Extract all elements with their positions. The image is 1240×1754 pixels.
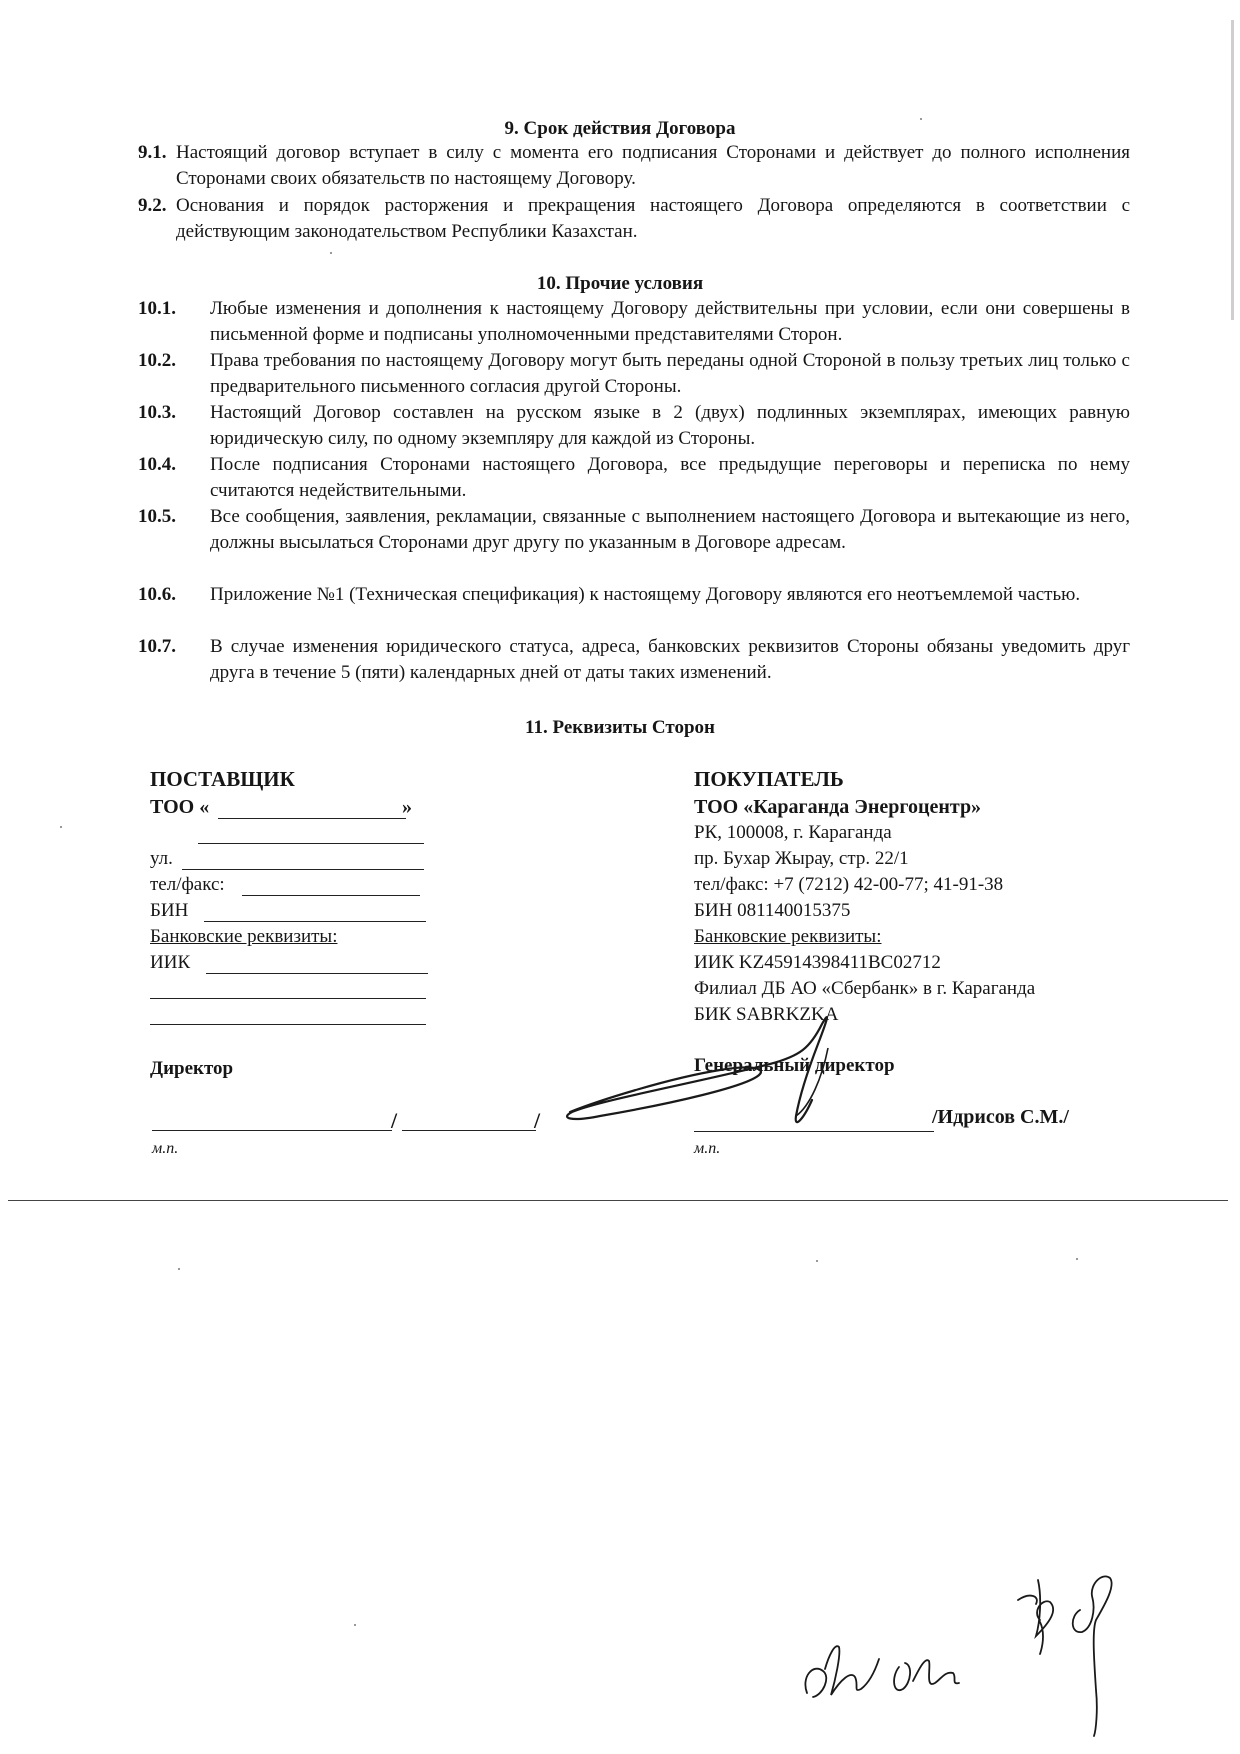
supplier-heading: ПОСТАВЩИК <box>150 767 295 791</box>
buyer-director-label: Генеральный директор <box>694 1055 895 1076</box>
supplier-signature-line <box>152 1130 392 1131</box>
clause-number: 10.1. <box>138 298 176 319</box>
supplier-street-line <box>182 869 424 870</box>
buyer-company: ТОО «Караганда Энергоцентр» <box>694 796 982 818</box>
clause-10-6 <box>138 582 1130 608</box>
supplier-slash: / <box>391 1108 398 1133</box>
clause-9-1 <box>138 140 1130 192</box>
supplier-bin-label: БИН <box>150 900 189 921</box>
supplier-company-prefix: ТОО « <box>150 796 210 818</box>
supplier-bin-line <box>204 921 426 922</box>
supplier-bank-label: Банковские реквизиты: <box>150 926 338 947</box>
scan-speck <box>1076 1258 1078 1260</box>
section-10-title: 10. Прочие условия <box>536 273 704 294</box>
buyer-phone: тел/факс: +7 (7212) 42-00-77; 41-91-38 <box>694 874 1004 895</box>
supplier-iik-label: ИИК <box>150 952 191 973</box>
supplier-phone-line <box>242 895 420 896</box>
supplier-company-line <box>218 818 406 819</box>
clause-10-2 <box>138 348 1130 400</box>
scan-speck <box>60 826 62 828</box>
clause-number: 9.1. <box>138 142 167 163</box>
clause-number: 10.6. <box>138 584 176 605</box>
supplier-name-line <box>402 1130 536 1131</box>
clause-10-7 <box>138 634 1130 686</box>
buyer-address-line-2: пр. Бухар Жырау, стр. 22/1 <box>694 848 909 869</box>
supplier-blank-line <box>150 998 426 999</box>
buyer-bank-label: Банковские реквизиты: <box>694 926 882 947</box>
supplier-blank-line <box>150 1024 426 1025</box>
clause-text: Приложение №1 (Техническая спецификация) к настоящему Договору являются его неотъемлемой частью. <box>210 584 1081 605</box>
clause-text: В случае изменения юридического статуса, адреса, банковских реквизитов Стороны обязаны уведомить друг друга в течение 5 (пяти) календарных дней от даты таких изменений. <box>210 636 1130 683</box>
scan-speck <box>178 1268 180 1270</box>
clause-9-2 <box>138 193 1130 245</box>
clause-text: Настоящий договор вступает в силу с момента его подписания Сторонами и действует до полного исполнения Сторонами своих обязательств по настоящему Договору. <box>176 142 1130 189</box>
initials-signature <box>1010 1570 1130 1740</box>
initials-signature <box>795 1585 975 1725</box>
buyer-iik: ИИК KZ45914398411BC02712 <box>694 952 941 973</box>
section-9-title: 9. Срок действия Договора <box>504 118 736 139</box>
clause-text: Настоящий Договор составлен на русском языке в 2 (двух) подлинных экземплярах, имеющих равную юридическую силу, по одному экземпляру для каждой из Стороны. <box>210 402 1130 449</box>
clause-text: Все сообщения, заявления, рекламации, связанные с выполнением настоящего Договора и вытекающие из него, должны высылаться Сторонами друг другу по указанным в Договоре адресам. <box>210 506 1130 553</box>
clause-10-5 <box>138 504 1130 556</box>
scan-speck <box>354 1624 356 1626</box>
clause-number: 10.7. <box>138 636 176 657</box>
scan-speck <box>330 252 332 254</box>
clause-number: 10.5. <box>138 506 176 527</box>
supplier-company-suffix: » <box>402 796 412 818</box>
buyer-director-name: /Идрисов С.М./ <box>932 1106 1069 1128</box>
scan-speck <box>816 1260 818 1262</box>
buyer-address-line-1: РК, 100008, г. Караганда <box>694 822 892 843</box>
supplier-phone-label: тел/факс: <box>150 874 225 895</box>
supplier-street-label: ул. <box>150 848 173 869</box>
supplier-iik-line <box>206 973 428 974</box>
clause-text: Любые изменения и дополнения к настоящему Договору действительны при условии, если они совершены в письменной форме и подписаны уполномоченными представителями Сторон. <box>210 298 1130 345</box>
clause-number: 9.2. <box>138 195 167 216</box>
clause-number: 10.4. <box>138 454 176 475</box>
clause-10-3 <box>138 400 1130 452</box>
clause-10-1 <box>138 296 1130 348</box>
buyer-bik: БИК SABRKZKA <box>694 1004 839 1025</box>
page-divider <box>8 1200 1228 1201</box>
clause-10-4 <box>138 452 1130 504</box>
supplier-stamp-place: м.п. <box>152 1140 179 1157</box>
buyer-heading: ПОКУПАТЕЛЬ <box>694 767 844 791</box>
clause-number: 10.3. <box>138 402 176 423</box>
supplier-blank-line <box>198 843 424 844</box>
clause-text: После подписания Сторонами настоящего Договора, все предыдущие переговоры и переписка по нему считаются недействительными. <box>210 454 1130 501</box>
supplier-slash: / <box>534 1108 541 1133</box>
buyer-bank-name: Филиал ДБ АО «Сбербанк» в г. Караганда <box>694 978 1036 999</box>
clause-text: Основания и порядок расторжения и прекращения настоящего Договора определяются в соответствии с действующим законодательством Республики Казахстан. <box>176 195 1130 242</box>
clause-number: 10.2. <box>138 350 176 371</box>
director-signature <box>560 1008 890 1148</box>
clause-text: Права требования по настоящему Договору могут быть переданы одной Стороной в пользу третьих лиц только с предварительного письменного согласия другой Стороны. <box>210 350 1130 397</box>
supplier-director-label: Директор <box>150 1058 234 1079</box>
buyer-bin: БИН 081140015375 <box>694 900 851 921</box>
scan-speck <box>920 118 922 120</box>
buyer-stamp-place: м.п. <box>694 1140 721 1157</box>
section-11-title: 11. Реквизиты Сторон <box>525 717 715 738</box>
